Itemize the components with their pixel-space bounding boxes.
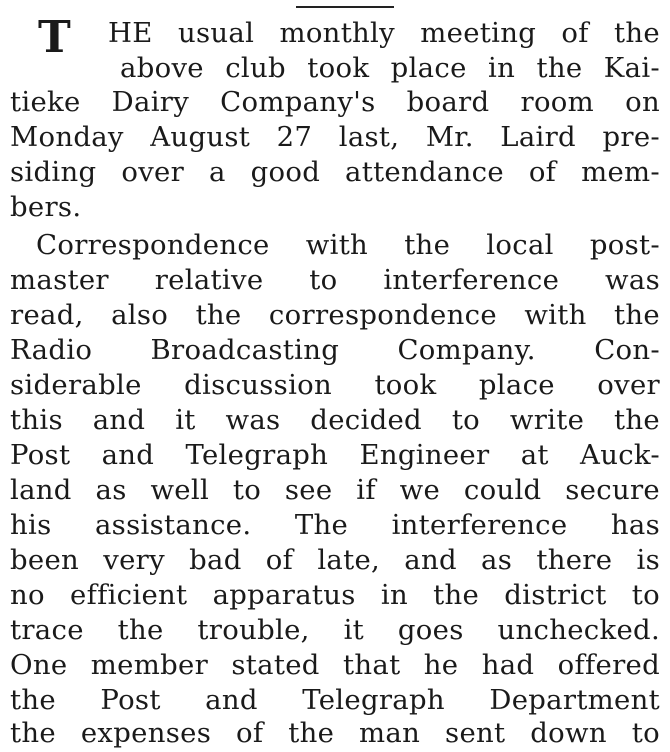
text-line: Monday August 27 last, Mr. Laird pre-: [10, 121, 660, 153]
text-line: bers.: [10, 191, 82, 223]
text-line: read, also the correspondence with the: [10, 299, 660, 331]
text-line: One member stated that he had offered: [10, 649, 660, 681]
text-line: land as well to see if we could secure: [10, 474, 660, 506]
text-line: his assistance. The interference has: [10, 509, 660, 541]
column-rule: [296, 6, 394, 8]
text-line: been very bad of late, and as there is: [10, 544, 660, 576]
text-line: Radio Broadcasting Company. Con-: [10, 334, 660, 366]
text-line: HE usual monthly meeting of the: [108, 17, 660, 49]
drop-cap: T: [38, 12, 71, 63]
text-line: Post and Telegraph Engineer at Auck-: [10, 439, 660, 471]
text-line: the expenses of the man sent down to: [10, 717, 660, 749]
text-line: master relative to interference was: [10, 264, 660, 296]
text-line: above club took place in the Kai-: [120, 52, 660, 84]
text-line: the Post and Telegraph Department: [10, 684, 660, 716]
text-line: tieke Dairy Company's board room on: [10, 86, 660, 118]
text-line: Correspondence with the local post-: [36, 229, 660, 261]
text-line: this and it was decided to write the: [10, 404, 660, 436]
text-line: siding over a good attendance of mem-: [10, 156, 660, 188]
text-line: siderable discussion took place over: [10, 369, 660, 401]
text-line: no efficient apparatus in the district to: [10, 579, 660, 611]
text-line: trace the trouble, it goes unchecked.: [10, 614, 660, 646]
